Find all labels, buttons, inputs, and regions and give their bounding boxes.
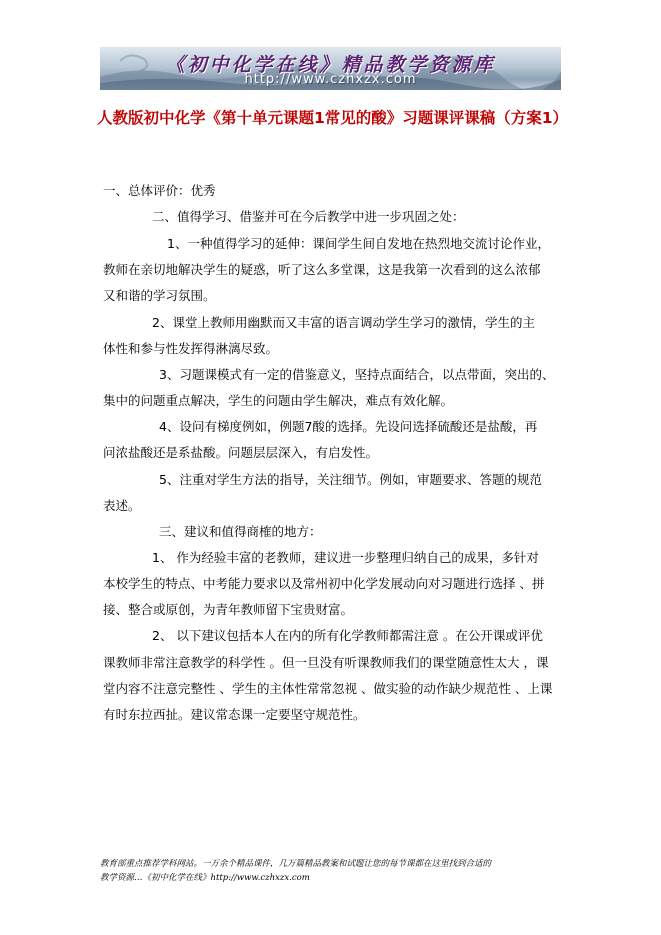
banner-url[interactable]: http://www.czhxzx.com [244, 72, 417, 87]
suggestion-1-line-3: 接、整合或原创，为青年教师留下宝贵财富。 [103, 602, 354, 617]
item-4-line-1: 4、设问有梯度例如，例题7酸的选择。先设问选择硫酸还是盐酸，再 [159, 419, 538, 434]
item-4-line-2: 问浓盐酸还是系盐酸。问题层层深入，有启发性。 [103, 445, 379, 460]
item-2-line-1: 2、课堂上教师用幽默而又丰富的语言调动学生学习的激情，学生的主 [152, 315, 535, 330]
suggestion-1-line-1: 1、 作为经验丰富的老教师，建议进一步整理归纳自己的成果，多针对 [152, 550, 539, 565]
item-5-line-2: 表述。 [103, 498, 141, 513]
item-1-line-3: 又和谐的学习氛围。 [103, 288, 216, 303]
banner-title: 《初中化学在线》精品教学资源库 [165, 54, 496, 76]
footer-line-2[interactable]: 教学资源…《初中化学在线》http://www.czhxzx.com [100, 873, 310, 883]
footer-line-1: 教育部重点推荐学科网站。一万余个精品课件，几万篇精品教案和试题让您的每节课都在这里找到合适的 [100, 859, 492, 869]
item-3-line-1: 3、习题课模式有一定的借鉴意义，坚持点面结合，以点带面，突出的、 [159, 367, 555, 382]
suggestion-2-line-3: 堂内容不注意完整性 、学生的主体性常常忽视 、做实验的动作缺少规范性 、上课 [103, 681, 553, 696]
document-title: 人教版初中化学《第十单元课题1常见的酸》习题课评课稿（方案1） [96, 109, 569, 127]
item-3-line-2: 集中的问题重点解决，学生的问题由学生解决，难点有效化解。 [103, 393, 454, 408]
section-2-heading: 二、值得学习、借鉴并可在今后教学中进一步巩固之处： [152, 209, 465, 224]
header-banner [100, 47, 561, 90]
item-2-line-2: 体性和参与性发挥得淋漓尽致。 [103, 341, 279, 356]
section-1-overall-rating: 一、总体评价：优秀 [103, 183, 216, 198]
item-1-line-1: 1、一种值得学习的延伸：课间学生间自发地在热烈地交流讨论作业， [167, 236, 550, 251]
page-footer [100, 857, 570, 885]
item-1-line-2: 教师在亲切地解决学生的疑惑，听了这么多堂课，这是我第一次看到的这么浓郁 [103, 262, 541, 277]
suggestion-1-line-2: 本校学生的特点、中考能力要求以及常州初中化学发展动向对习题进行选择 、拼 [103, 576, 545, 591]
suggestion-2-line-2: 课教师非常注意教学的科学性 。但一旦没有听课教师我们的课堂随意性太大 ，课 [103, 655, 549, 670]
suggestion-2-line-4: 有时东拉西扯。建议常态课一定要坚守规范性。 [103, 707, 366, 722]
section-3-heading: 三、建议和值得商榷的地方： [159, 524, 322, 539]
suggestion-2-line-1: 2、 以下建议包括本人在内的所有化学教师都需注意 。在公开课或评优 [152, 628, 543, 643]
item-5-line-1: 5、注重对学生方法的指导，关注细节。例如，审题要求、答题的规范 [159, 472, 542, 487]
